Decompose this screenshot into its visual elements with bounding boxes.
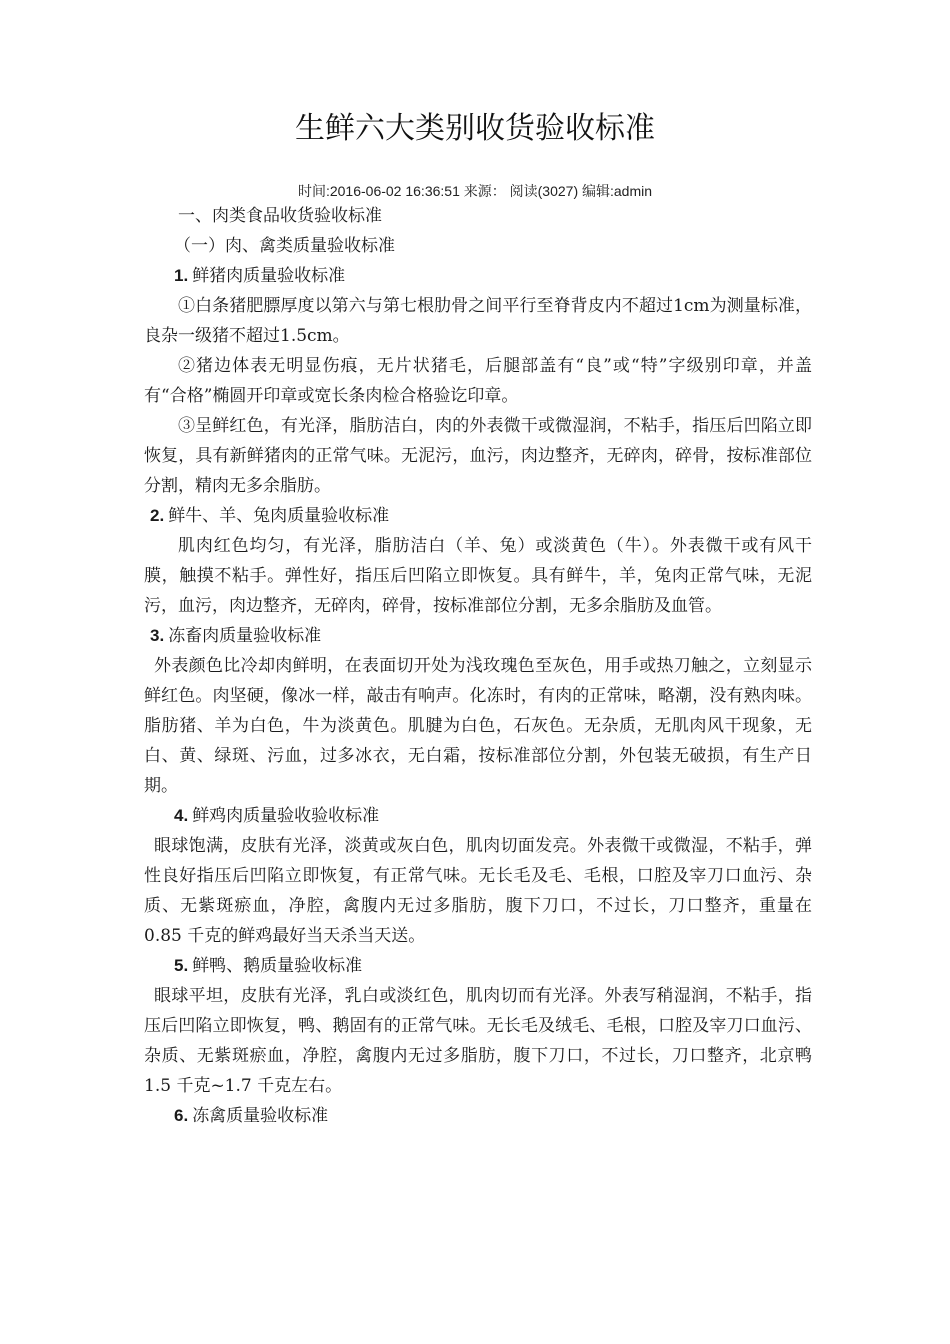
paragraph: 外表颜色比冷却肉鲜明，在表面切开处为浅玫瑰色至灰色，用手或热刀触之，立刻显示鲜红色。肉坚硬，像冰一样，敲击有响声。化冻时，有肉的正常味，略潮，没有熟肉味。脂肪猪、羊为白色，牛为淡黄色。肌腱为白色，石灰色。无杂质，无肌肉风干现象，无白、黄、绿斑、污血，过多冰衣，无白霜，按标准部位分割，外包装无破损，有生产日期。	[144, 656, 812, 796]
paragraph: 眼球饱满，皮肤有光泽，淡黄或灰白色，肌肉切面发亮。外表微干或微湿，不粘手，弹性良好指压后凹陷立即恢复，有正常气味。无长毛及毛、毛根，口腔及宰刀口血污、杂质、无紫斑瘀血，净腔，禽腹内无过多脂肪，腹下刀口，不过长，刀口整齐，重量在 0.85 千克的鲜鸡最好当天杀当天送。	[144, 836, 812, 946]
item-number: 3.	[150, 626, 165, 645]
item-heading-text: 冻禽质量验收标准	[192, 1106, 329, 1126]
item-heading-2	[144, 501, 812, 531]
item-number: 2.	[150, 506, 165, 525]
item-number: 4.	[174, 806, 189, 825]
item-heading-5	[144, 951, 812, 981]
item-number: 6.	[174, 1106, 189, 1125]
item-heading-1	[144, 261, 812, 291]
paragraph: ①白条猪肥膘厚度以第六与第七根肋骨之间平行至脊背皮内不超过1cm为测量标准，良杂一级猪不超过1.5cm。	[144, 296, 812, 346]
item-heading-text: 鲜鸭、鹅质量验收标准	[192, 956, 363, 976]
paragraph: 肌肉红色均匀，有光泽，脂肪洁白（羊、兔）或淡黄色（牛）。外表微干或有风干膜，触摸不粘手。弹性好，指压后凹陷立即恢复。具有鲜牛，羊，兔肉正常气味，无泥污，血污，肉边整齐，无碎肉，碎骨，按标准部位分割，无多余脂肪及血管。	[144, 536, 812, 616]
item-heading-text: 鲜猪肉质量验收标准	[192, 266, 346, 286]
article-meta: 时间:2016-06-02 16:36:51 来源： 阅读(3027) 编辑:admin	[297, 183, 653, 199]
paragraph: ③呈鲜红色，有光泽，脂肪洁白，肉的外表微干或微湿润，不粘手，指压后凹陷立即恢复，具有新鲜猪肉的正常气味。无泥污，血污，肉边整齐，无碎肉，碎骨，按标准部位分割，精肉无多余脂肪。	[144, 416, 812, 496]
item-number: 1.	[174, 266, 189, 285]
item-heading-text: 冻畜肉质量验收标准	[168, 626, 322, 646]
paragraph: ②猪边体表无明显伤痕，无片状猪毛，后腿部盖有“良”或“特”字级别印章，并盖有“合格”椭圆开印章或宽长条肉检合格验讫印章。	[144, 356, 812, 406]
section-heading: 一、肉类食品收货验收标准	[178, 206, 382, 226]
paragraph: 眼球平坦，皮肤有光泽，乳白或淡红色，肌肉切而有光泽。外表写稍湿润，不粘手，指压后凹陷立即恢复，鸭、鹅固有的正常气味。无长毛及绒毛、毛根，口腔及宰刀口血污、杂质、无紫斑瘀血，净腔，禽腹内无过多脂肪，腹下刀口，不过长，刀口整齐，北京鸭 1.5 千克~1.7 千克左右。	[144, 986, 812, 1096]
item-heading-text: 鲜鸡肉质量验收验收标准	[192, 806, 380, 826]
document-title: 生鲜六大类别收货验收标准	[295, 111, 655, 146]
item-heading-3	[144, 621, 812, 651]
subsection-heading: （一）肉、禽类质量验收标准	[174, 236, 395, 256]
item-heading-4	[144, 801, 812, 831]
item-heading-6	[144, 1101, 812, 1131]
document-body	[144, 201, 812, 1131]
item-number: 5.	[174, 956, 189, 975]
item-heading-text: 鲜牛、羊、兔肉质量验收标准	[168, 506, 390, 526]
